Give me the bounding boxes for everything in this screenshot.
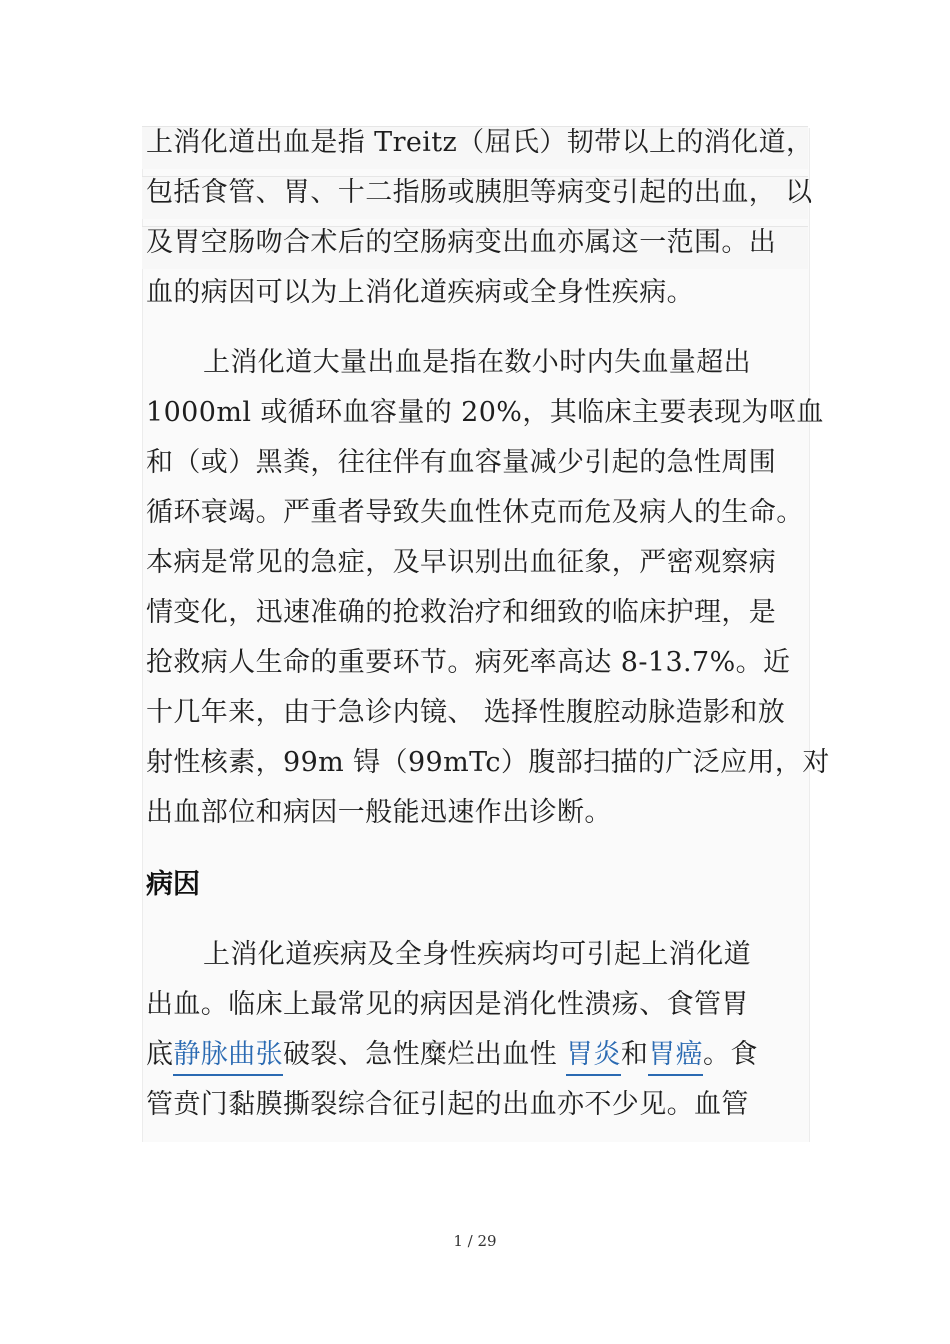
para2-line: 循环衰竭。严重者导致失血性休克而危及病人的生命。 — [146, 497, 804, 528]
para1-line: 及胃空肠吻合术后的空肠病变出血亦属这一范围。出 — [146, 227, 777, 258]
section-heading: 病因 — [146, 869, 200, 900]
page-number: 1 / 29 — [453, 1232, 497, 1250]
para1-line: 上消化道出血是指 Treitz（屈氏）韧带以上的消化道， — [146, 127, 814, 158]
para2-line: 射性核素，99m 锝（99mTc）腹部扫描的广泛应用，对 — [146, 747, 830, 778]
para1-line: 血的病因可以为上消化道疾病或全身性疾病。 — [146, 277, 694, 308]
para3-line: 上消化道疾病及全身性疾病均可引起上消化道 — [203, 939, 751, 970]
para3-text: 破裂、急性糜烂出血性 — [283, 1039, 566, 1070]
para2-line: 本病是常见的急症，及早识别出血征象，严密观察病 — [146, 547, 777, 578]
para2-line: 1000ml 或循环血容量的 20%，其临床主要表现为呕血 — [146, 397, 824, 428]
para1-line: 包括食管、胃、十二指肠或胰胆等病变引起的出血， 以 — [146, 177, 813, 208]
link-gastritis[interactable]: 胃炎 — [566, 1039, 621, 1076]
para2-line: 上消化道大量出血是指在数小时内失血量超出 — [203, 347, 751, 378]
para2-line: 情变化，迅速准确的抢救治疗和细致的临床护理，是 — [146, 597, 777, 628]
para2-line: 抢救病人生命的重要环节。病死率高达 8-13.7%。近 — [146, 647, 791, 678]
para3-text: 。食 — [703, 1039, 758, 1070]
para3-line: 出血。临床上最常见的病因是消化性溃疡、食管胃 — [146, 989, 749, 1020]
para3-line-with-links — [146, 1036, 758, 1074]
link-gastric-cancer[interactable]: 胃癌 — [648, 1039, 703, 1076]
para3-text: 底 — [146, 1039, 174, 1070]
para2-line: 十几年来，由于急诊内镜、 选择性腹腔动脉造影和放 — [146, 697, 786, 728]
para3-line: 管贲门黏膜撕裂综合征引起的出血亦不少见。血管 — [146, 1089, 749, 1120]
link-varices[interactable]: 静脉曲张 — [173, 1039, 283, 1076]
para3-text: 和 — [620, 1039, 649, 1070]
para2-line: 出血部位和病因一般能迅速作出诊断。 — [146, 797, 612, 828]
para2-line: 和（或）黑粪，往往伴有血容量减少引起的急性周围 — [146, 447, 777, 478]
